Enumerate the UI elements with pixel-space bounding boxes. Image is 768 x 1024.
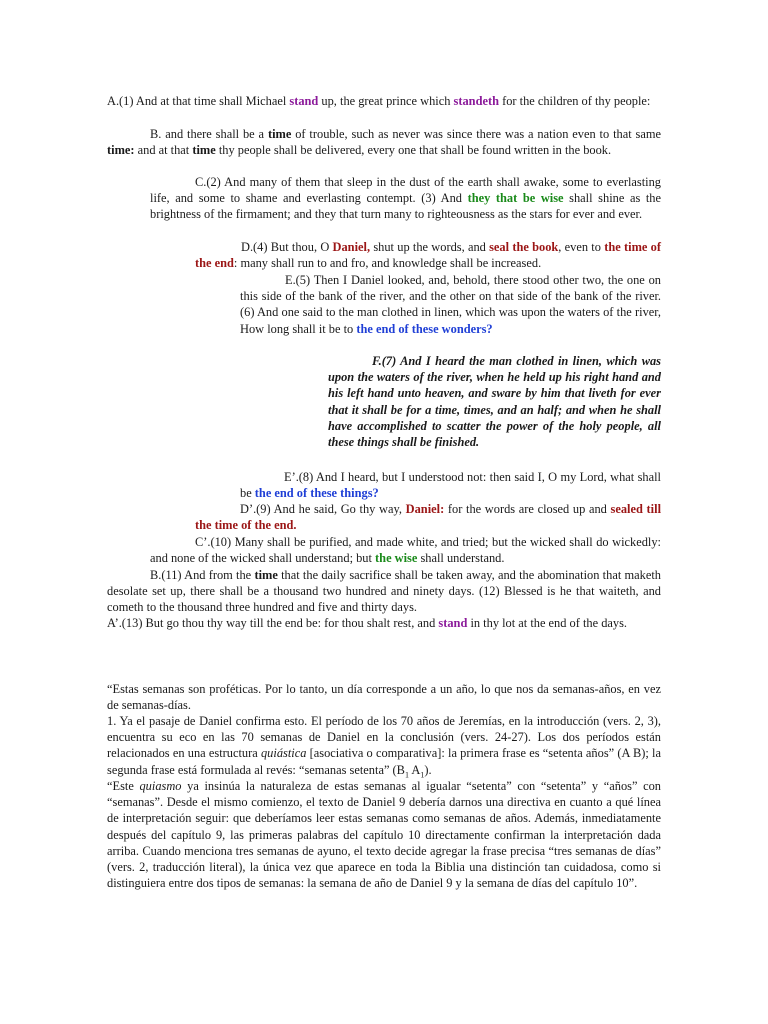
text: shall understand. [417,551,505,566]
text: : many shall run to and fro, and knowledge shall be increased. [233,256,542,271]
verse-b2 [107,567,661,616]
verse-e2 [240,469,661,501]
text: “Este [107,779,140,793]
italic-term: quiasmo [139,779,182,793]
text: A.(1) And at that time shall Michael [107,94,290,108]
text: shut up the words, and [370,240,490,254]
verse-f-center: F.(7) And I heard the man clothed in linen, which was upon the waters of the river, when he held up his right hand and his left hand unto heaven, and sware by him that liveth for ever that it shall be for a time, times, and an half; and when he shall have accomplished to scatter the power of the holy people, all these things shall be finished. [328,354,661,450]
highlight-time: time [192,143,216,158]
text: , even to [558,240,605,254]
text: B.(11) And from the [150,568,255,582]
highlight-daniel: Daniel, [332,240,371,254]
highlight-time: time [267,127,292,141]
highlight-the-wise: the wise [375,551,418,566]
text: C.(2) And many of them that sleep in the dust of the earth shall awake, some to everlasting life, and some to shame and everlasting contempt. (3) And [150,175,661,206]
verse-c1 [150,174,661,223]
italic-term: quiástica [260,746,307,761]
text: shall shine as the brightness of the firmament; and they that turn many to righteousness as the stars for ever and ever. [150,191,662,222]
highlight-seal-the-book: seal the book [489,240,559,254]
text: ). [424,762,432,777]
text: D.(4) But thou, O [241,240,333,254]
text: for the children of thy people: [498,94,651,108]
highlight-end-of-things: the end of these things? [254,486,379,501]
highlight-time-of-the-end: the time of the end [195,240,661,271]
text: D’.(9) And he said, Go thy way, [240,502,406,516]
highlight-end-of-wonders: the end of these wonders? [356,321,493,336]
text: in thy lot at the end of the days. [467,616,628,630]
text: E’.(8) And I heard, but I understood not: then said I, O my Lord, what shall be [240,470,661,501]
text: of trouble, such as never was since there was a nation even to that same [291,127,661,141]
verse-b1 [107,126,661,158]
text: and at that [134,143,193,158]
highlight-wise: they that be wise [467,191,564,206]
highlight-stand: stand [438,616,468,630]
text: B. and there shall be a [150,127,268,141]
subscript: 1 [420,770,425,780]
text: that the daily sacrifice shall be taken away, and the abomination that maketh desolate set up, there shall be a thousand two hundred and ninety days. (12) Blessed is he that waiteth, and cometh to the thousand three hundred and five and thirty days. [107,568,661,615]
verse-d1 [195,239,661,271]
text: C’.(10) Many shall be purified, and made white, and tried; but the wicked shall do wickedly: and none of the wicked shall understand; but [150,535,661,566]
text: up, the great prince which [318,94,454,108]
verse-e1 [240,272,661,337]
commentary-paragraph-3 [107,778,661,891]
highlight-stand: stand [289,94,319,108]
text: ya insinúa la naturaleza de estas semanas al igualar “setenta” con “setenta” y “años” con “semanas”. Desde el mismo comienzo, el texto de Daniel 9 debería darnos una directiva en cuanto a qué línea de interpretación seguir: que deberíamos leer estas semanas como semanas de años. Además, inmediatamente después del capítulo 9, las primeras palabras del capítulo 10 directamente confirman la interpretación dada arriba. Cuando menciona tres semanas de ayuno, el texto decide agregar la frase precisa “tres semanas de días” (vers. 2, traducción literal), la única vez que aparece en toda la Biblia una distinción tan cuidadosa, como si distinguiera entre dos tipos de semanas: la semana de año de Daniel 9 y la semana de días del capítulo 10”. [107,779,661,891]
commentary-paragraph-1: “Estas semanas son proféticas. Por lo tanto, un día corresponde a un año, lo que nos da semanas-años, en vez de semanas-días. [107,682,661,713]
text: A [408,762,421,777]
text: thy people shall be delivered, every one that shall be found written in the book. [215,143,612,158]
subscript: 1 [404,770,409,780]
highlight-standeth: standeth [453,94,499,108]
verse-c2 [150,534,661,566]
commentary-paragraph-2 [107,713,661,778]
highlight-time: time: [107,143,135,158]
text: [asociativa o comparativa]: la primera frase es “setenta años” (A B); la segunda frase está formulada al revés: “semanas setenta” (B [107,746,662,777]
highlight-daniel: Daniel: [405,502,445,516]
verse-a2 [107,615,661,631]
text: E.(5) Then I Daniel looked, and, behold, there stood other two, the one on this side of the bank of the river, and the other on that side of the bank of the river.(6) And one said to the man clothed in linen, which was upon the waters of the river, How long shall it be to [240,273,661,336]
text: for the words are closed up and [444,502,611,516]
highlight-sealed-till-end: sealed till the time of the end. [195,502,662,533]
text: A’.(13) But go thou thy way till the end be: for thou shalt rest, and [107,616,439,630]
highlight-time: time [254,568,278,582]
verse-a1 [107,93,661,109]
verse-d2 [195,501,661,533]
text: 1. Ya el pasaje de Daniel confirma esto. El período de los 70 años de Jeremías, en la introducción (vers. 2, 3), encuentra su eco en las 70 semanas de Daniel en la conclusión (vers. 24-27). Los dos períodos están relacionados en una estructura [107,714,661,761]
